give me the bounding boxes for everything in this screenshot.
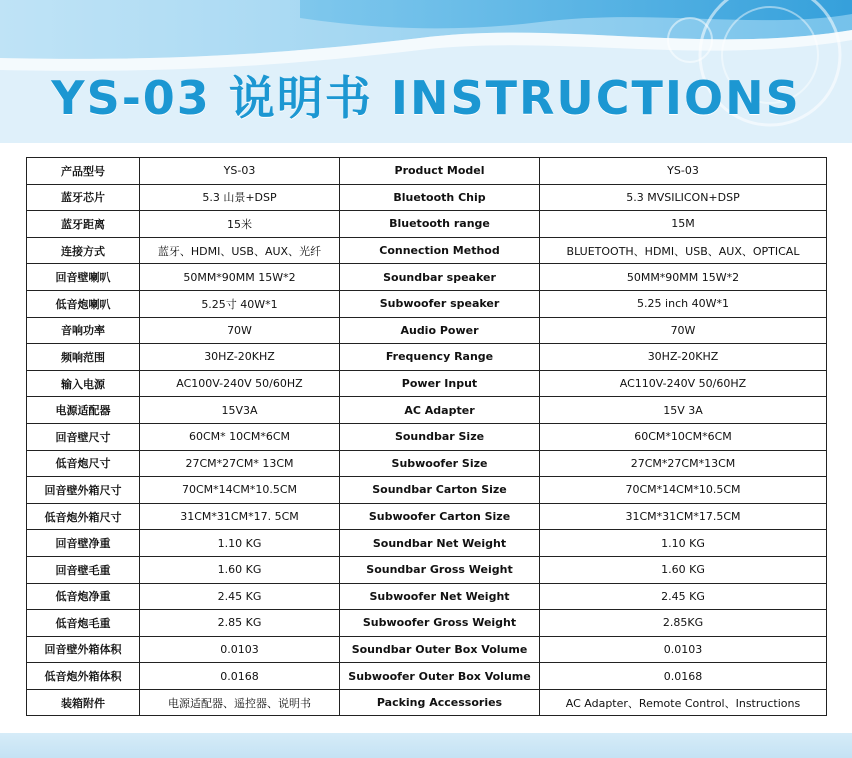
cn-label: 低音炮喇叭 — [27, 290, 140, 317]
cn-label: 低音炮毛重 — [27, 610, 140, 637]
en-value: 2.45 KG — [540, 583, 827, 610]
cn-value: 1.10 KG — [140, 530, 340, 557]
table-row — [27, 530, 827, 557]
table-row — [27, 556, 827, 583]
en-value: 70CM*14CM*10.5CM — [540, 477, 827, 504]
cn-value: 15米 — [140, 211, 340, 238]
cn-label: 回音壁外箱体积 — [27, 636, 140, 663]
table-row — [27, 610, 827, 637]
table-row — [27, 264, 827, 291]
cn-label: 连接方式 — [27, 237, 140, 264]
cn-value: 电源适配器、遥控器、说明书 — [140, 689, 340, 716]
en-label: Subwoofer Carton Size — [340, 503, 540, 530]
table-row — [27, 344, 827, 371]
table-row — [27, 503, 827, 530]
table-row — [27, 583, 827, 610]
en-label: Product Model — [340, 158, 540, 185]
en-label: Packing Accessories — [340, 689, 540, 716]
en-label: Soundbar speaker — [340, 264, 540, 291]
cn-value: 1.60 KG — [140, 556, 340, 583]
en-value: 31CM*31CM*17.5CM — [540, 503, 827, 530]
en-value: YS-03 — [540, 158, 827, 185]
cn-label: 低音炮净重 — [27, 583, 140, 610]
table-row — [27, 397, 827, 424]
spec-table — [26, 157, 827, 716]
en-label: Audio Power — [340, 317, 540, 344]
table-row — [27, 636, 827, 663]
cn-value: 60CM* 10CM*6CM — [140, 423, 340, 450]
table-row — [27, 663, 827, 690]
cn-label: 回音壁净重 — [27, 530, 140, 557]
cn-value: 蓝牙、HDMI、USB、AUX、光纤 — [140, 237, 340, 264]
table-row — [27, 370, 827, 397]
cn-label: 低音炮外箱尺寸 — [27, 503, 140, 530]
en-value: BLUETOOTH、HDMI、USB、AUX、OPTICAL — [540, 237, 827, 264]
en-label: Subwoofer Outer Box Volume — [340, 663, 540, 690]
en-value: 30HZ-20KHZ — [540, 344, 827, 371]
cn-value: 2.85 KG — [140, 610, 340, 637]
en-label: Power Input — [340, 370, 540, 397]
cn-value: 27CM*27CM* 13CM — [140, 450, 340, 477]
en-label: Subwoofer Gross Weight — [340, 610, 540, 637]
table-row — [27, 158, 827, 185]
cn-label: 回音壁外箱尺寸 — [27, 477, 140, 504]
en-value: 1.60 KG — [540, 556, 827, 583]
en-value: 27CM*27CM*13CM — [540, 450, 827, 477]
cn-value: 0.0103 — [140, 636, 340, 663]
table-row — [27, 689, 827, 716]
cn-value: 70W — [140, 317, 340, 344]
table-row — [27, 450, 827, 477]
cn-label: 蓝牙距离 — [27, 211, 140, 238]
cn-label: 蓝牙芯片 — [27, 184, 140, 211]
cn-value: AC100V-240V 50/60HZ — [140, 370, 340, 397]
en-label: Subwoofer Net Weight — [340, 583, 540, 610]
en-value: AC110V-240V 50/60HZ — [540, 370, 827, 397]
cn-label: 回音壁喇叭 — [27, 264, 140, 291]
en-value: 15V 3A — [540, 397, 827, 424]
table-row — [27, 211, 827, 238]
en-value: 2.85KG — [540, 610, 827, 637]
cn-label: 低音炮尺寸 — [27, 450, 140, 477]
cn-value: 2.45 KG — [140, 583, 340, 610]
en-value: 0.0168 — [540, 663, 827, 690]
en-label: Subwoofer Size — [340, 450, 540, 477]
en-label: Soundbar Size — [340, 423, 540, 450]
en-value: 5.3 MVSILICON+DSP — [540, 184, 827, 211]
cn-value: 50MM*90MM 15W*2 — [140, 264, 340, 291]
cn-value: 0.0168 — [140, 663, 340, 690]
en-label: Soundbar Gross Weight — [340, 556, 540, 583]
cn-value: 15V3A — [140, 397, 340, 424]
en-label: Subwoofer speaker — [340, 290, 540, 317]
en-value: 60CM*10CM*6CM — [540, 423, 827, 450]
en-value: 5.25 inch 40W*1 — [540, 290, 827, 317]
en-label: Soundbar Net Weight — [340, 530, 540, 557]
en-label: AC Adapter — [340, 397, 540, 424]
en-value: 15M — [540, 211, 827, 238]
cn-label: 产品型号 — [27, 158, 140, 185]
cn-value: 5.3 山景+DSP — [140, 184, 340, 211]
en-label: Bluetooth Chip — [340, 184, 540, 211]
en-value: AC Adapter、Remote Control、Instructions — [540, 689, 827, 716]
footer-band — [0, 733, 852, 758]
en-value: 0.0103 — [540, 636, 827, 663]
en-label: Frequency Range — [340, 344, 540, 371]
cn-label: 电源适配器 — [27, 397, 140, 424]
cn-value: 31CM*31CM*17. 5CM — [140, 503, 340, 530]
cn-value: 70CM*14CM*10.5CM — [140, 477, 340, 504]
cn-value: 5.25寸 40W*1 — [140, 290, 340, 317]
table-row — [27, 290, 827, 317]
en-value: 70W — [540, 317, 827, 344]
table-row — [27, 237, 827, 264]
en-label: Soundbar Carton Size — [340, 477, 540, 504]
en-value: 50MM*90MM 15W*2 — [540, 264, 827, 291]
table-row — [27, 317, 827, 344]
cn-label: 装箱附件 — [27, 689, 140, 716]
cn-label: 音响功率 — [27, 317, 140, 344]
cn-value: YS-03 — [140, 158, 340, 185]
cn-label: 频响范围 — [27, 344, 140, 371]
en-label: Soundbar Outer Box Volume — [340, 636, 540, 663]
en-label: Bluetooth range — [340, 211, 540, 238]
cn-value: 30HZ-20KHZ — [140, 344, 340, 371]
en-label: Connection Method — [340, 237, 540, 264]
table-row — [27, 184, 827, 211]
cn-label: 回音壁尺寸 — [27, 423, 140, 450]
table-row — [27, 477, 827, 504]
cn-label: 低音炮外箱体积 — [27, 663, 140, 690]
cn-label: 输入电源 — [27, 370, 140, 397]
cn-label: 回音壁毛重 — [27, 556, 140, 583]
table-row — [27, 423, 827, 450]
page-title: YS-03 说明书 INSTRUCTIONS — [51, 71, 801, 125]
en-value: 1.10 KG — [540, 530, 827, 557]
